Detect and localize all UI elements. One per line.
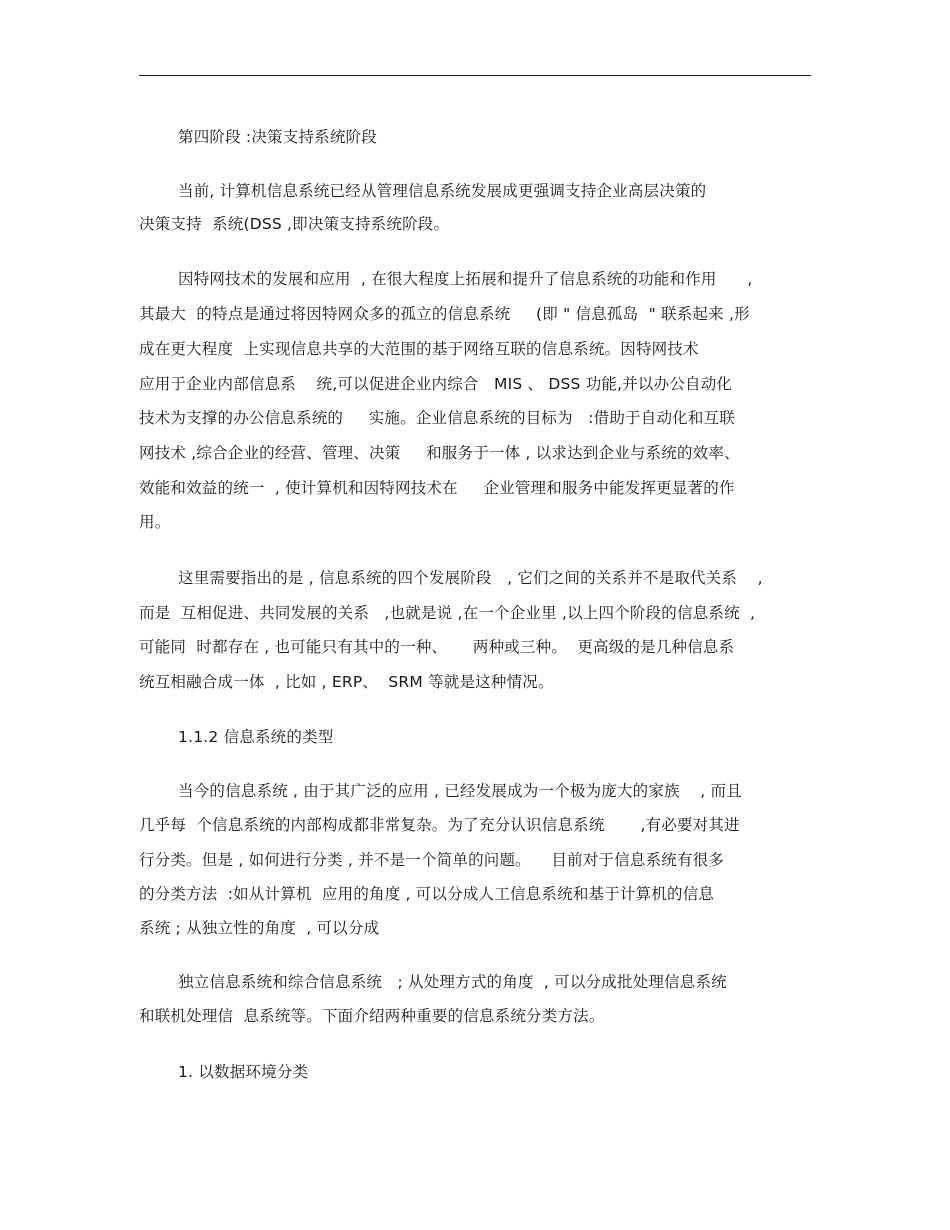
- paragraph-line: 的分类方法 :如从计算机 应用的角度 , 可以分成人工信息系统和基于计算机的信息: [139, 885, 715, 903]
- paragraph-line: 效能和效益的统一 , 使计算机和因特网技术在 企业管理和服务中能发挥更显著的作: [139, 479, 735, 497]
- list-item-heading: 1. 以数据环境分类: [178, 1063, 309, 1081]
- paragraph-line: 应用于企业内部信息系 统,可以促进企业内综合 MIS 、 DSS 功能,并以办公自动化: [139, 375, 733, 393]
- paragraph-line: 可能同 时都存在 , 也可能只有其中的一种、 两种或三种。 更高级的是几种信息系: [139, 638, 735, 656]
- paragraph-line: 其最大 的特点是通过将因特网众多的孤立的信息系统 (即 " 信息孤岛 " 联系起来 ,形: [139, 305, 750, 323]
- paragraph-line: 统互相融合成一体 , 比如 , ERP、 SRM 等就是这种情况。: [139, 673, 554, 691]
- paragraph-line: 行分类。但是 , 如何进行分类 , 并不是一个简单的问题。 目前对于信息系统有很多: [139, 851, 725, 869]
- paragraph-line: 独立信息系统和综合信息系统 ; 从处理方式的角度 , 可以分成批处理信息系统: [178, 973, 727, 991]
- paragraph-line: 而是 互相促进、共同发展的关系 ,也就是说 ,在一个企业里 ,以上四个阶段的信息系统 ,: [139, 604, 756, 622]
- paragraph-line: 决策支持 系统(DSS ,即决策支持系统阶段。: [139, 215, 450, 233]
- paragraph-line: 因特网技术的发展和应用 , 在很大程度上拓展和提升了信息系统的功能和作用 ,: [178, 270, 753, 288]
- stage-heading: 第四阶段 :决策支持系统阶段: [178, 128, 377, 146]
- paragraph-line: 网技术 ,综合企业的经营、管理、决策 和服务于一体 , 以求达到企业与系统的效率、: [139, 444, 740, 462]
- paragraph-line: 技术为支撑的办公信息系统的 实施。企业信息系统的目标为 :借助于自动化和互联: [139, 409, 735, 427]
- paragraph-line: 当今的信息系统 , 由于其广泛的应用 , 已经发展成为一个极为庞大的家族 , 而且: [178, 782, 742, 800]
- paragraph-line: 当前, 计算机信息系统已经从管理信息系统发展成更强调支持企业高层决策的: [178, 182, 707, 200]
- paragraph-line: 几乎每 个信息系统的内部构成都非常复杂。为了充分认识信息系统 ,有必要对其进: [139, 816, 740, 834]
- paragraph-line: 系统 ; 从独立性的角度 , 可以分成: [139, 919, 380, 937]
- paragraph-line: 和联机处理信 息系统等。下面介绍两种重要的信息系统分类方法。: [139, 1007, 605, 1025]
- section-heading: 1.1.2 信息系统的类型: [178, 728, 334, 746]
- paragraph-line: 用。: [139, 513, 171, 531]
- header-rule: [139, 75, 811, 76]
- paragraph-line: 成在更大程度 上实现信息共享的大范围的基于网络互联的信息系统。因特网技术: [139, 340, 699, 358]
- paragraph-line: 这里需要指出的是 , 信息系统的四个发展阶段 , 它们之间的关系并不是取代关系 ,: [178, 569, 763, 587]
